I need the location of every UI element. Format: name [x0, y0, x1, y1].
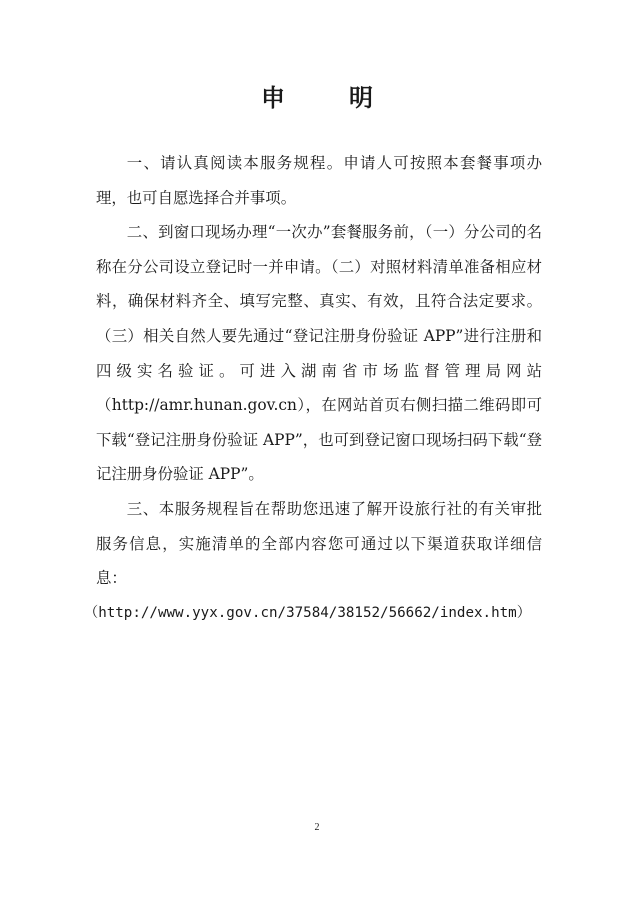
document-body: [84, 146, 542, 630]
paragraph-3: 三、本服务规程旨在帮助您迅速了解开设旅行社的有关审批服务信息，实施清单的全部内容您可通过以下渠道获取详细信息：: [96, 499, 542, 588]
paragraph-2: 二、到窗口现场办理“一次办”套餐服务前，（一）分公司的名称在分公司设立登记时一并申请。（二）对照材料清单准备相应材料，确保材料齐全、填写完整、真实、有效，且符合法定要求。（三）相关自然人要先通过“登记注册身份验证 APP”进行注册和四级实名验证。可进入湖南省市场监督管理局网站（http://amr.hunan.gov.cn），在网站首页右侧扫描二维码即可下载“登记注册身份验证 APP”，也可到登记窗口现场扫码下载“登记注册身份验证 APP”。: [96, 223, 542, 484]
paragraph-1: 一、请认真阅读本服务规程。申请人可按照本套餐事项办理，也可自愿选择合并事项。: [96, 154, 542, 207]
page-number: 2: [314, 822, 320, 833]
info-url: （http://www.yyx.gov.cn/37584/38152/56662/index.htm）: [84, 604, 531, 621]
document-title: 申 明: [261, 84, 393, 112]
